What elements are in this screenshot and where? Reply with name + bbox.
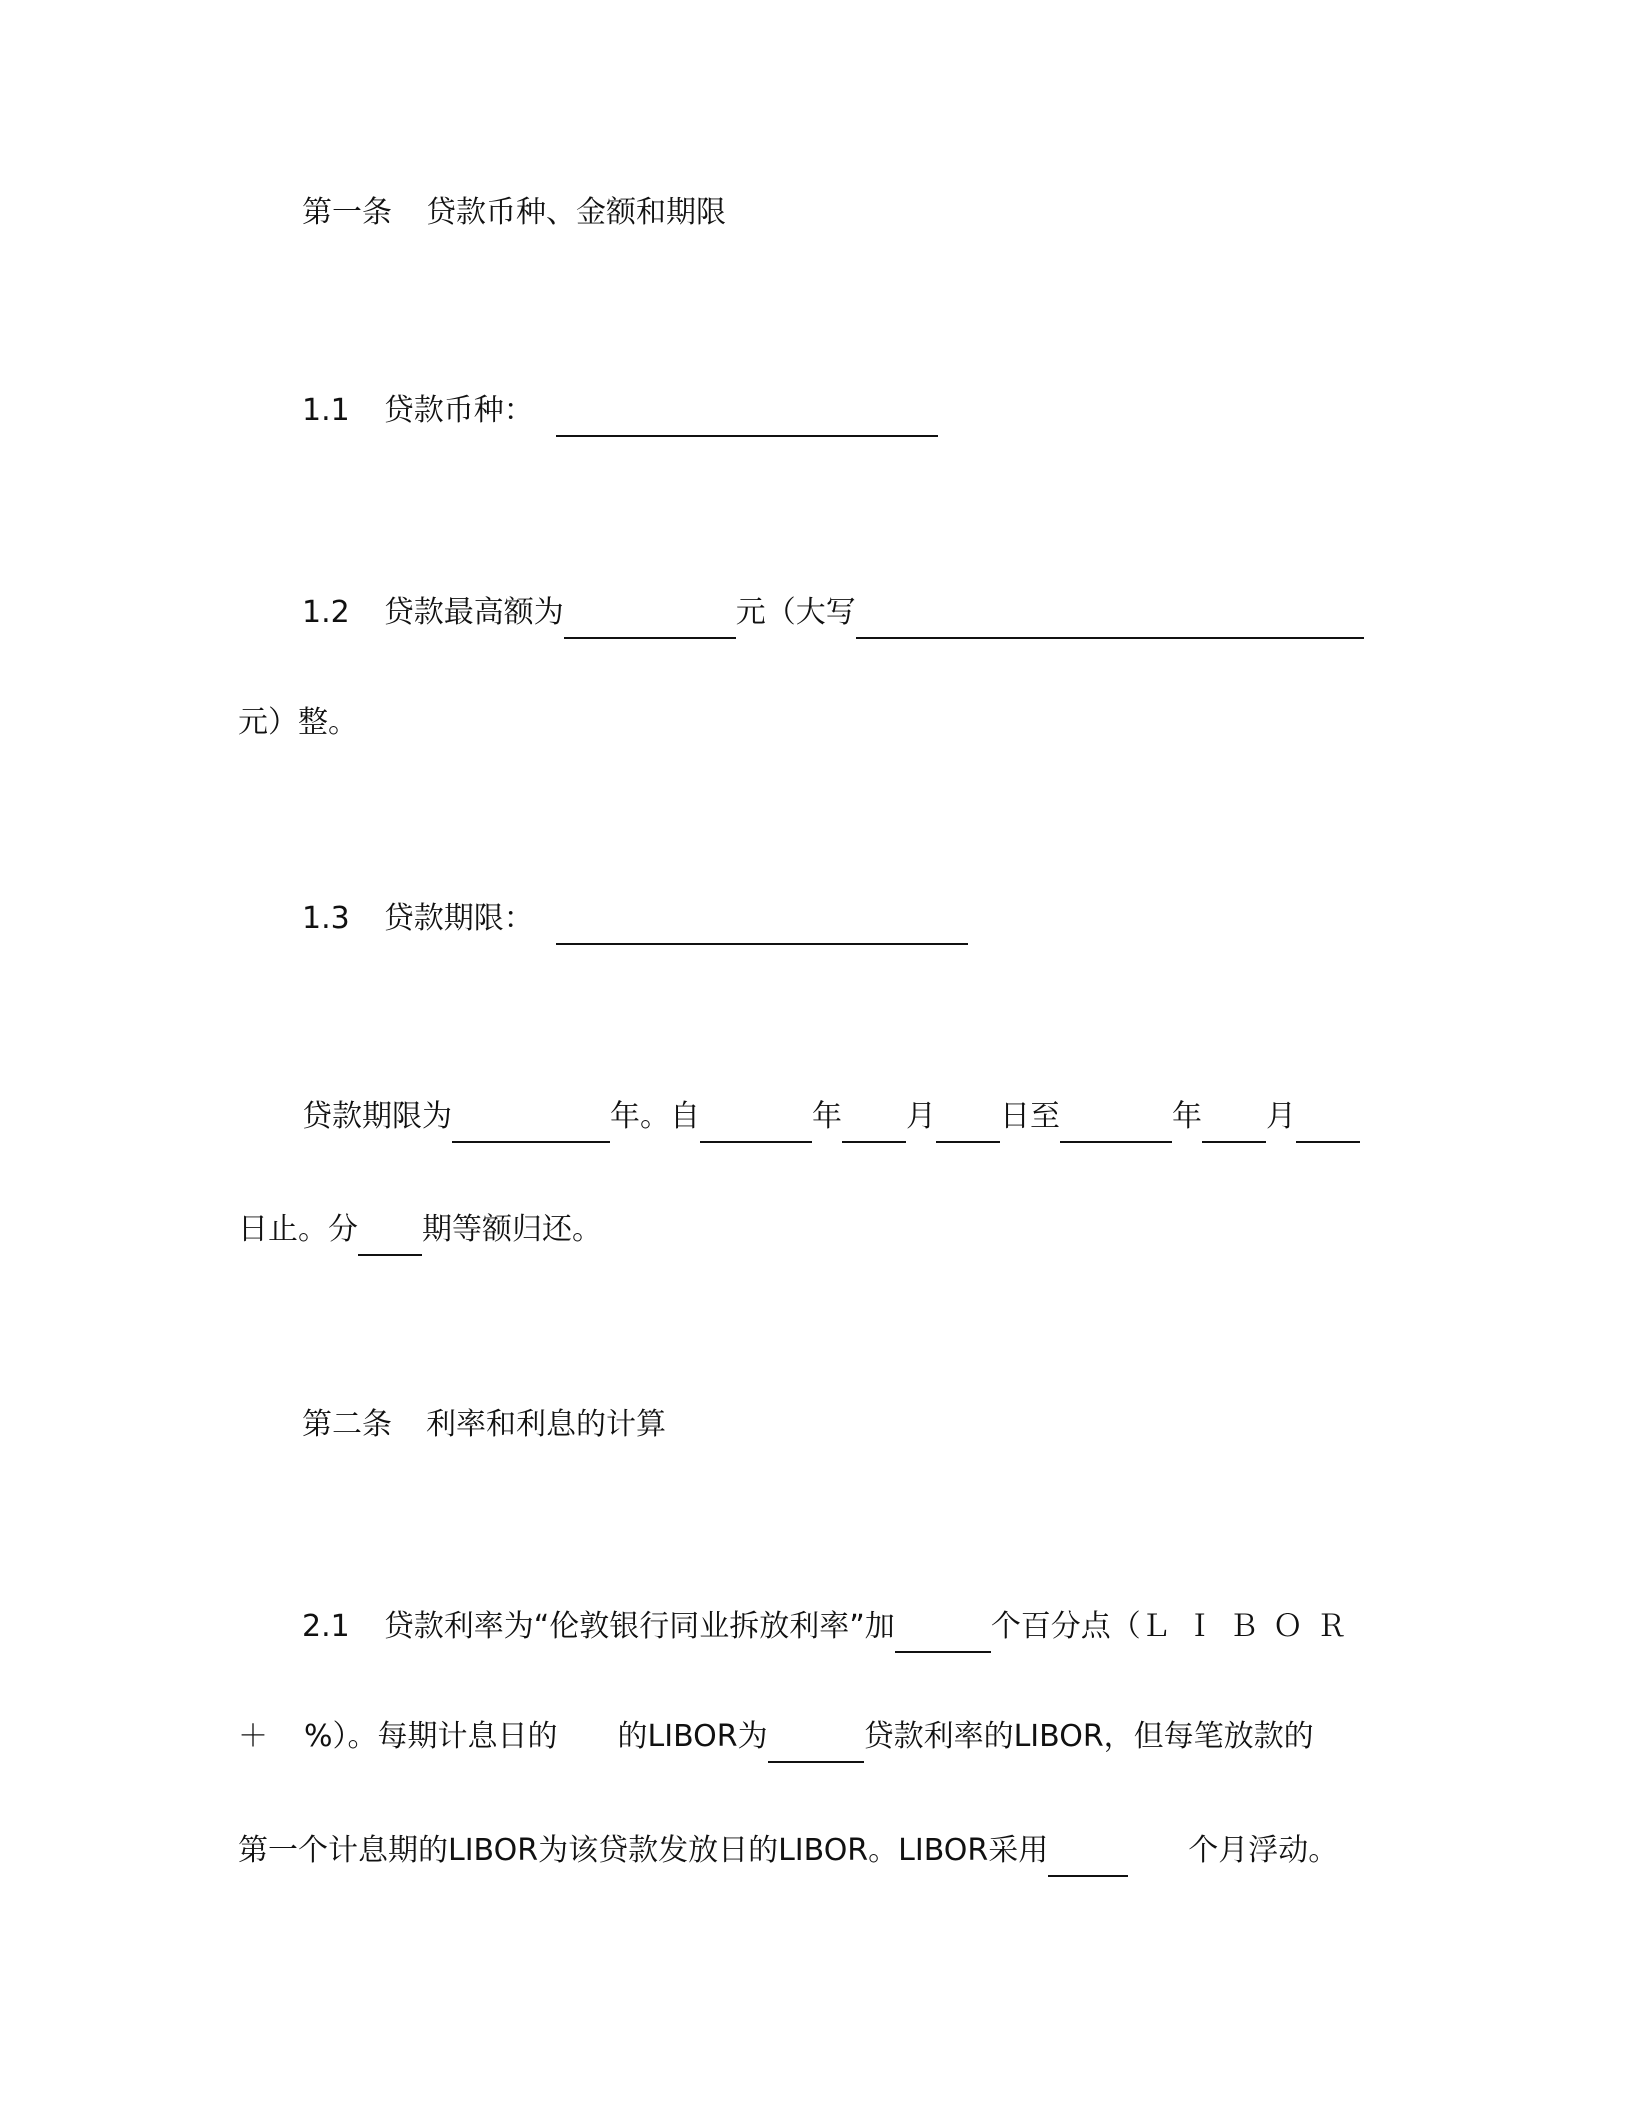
percentage-points-blank[interactable] <box>895 1617 991 1653</box>
clause-2-1-text-d: ＋ <box>238 1719 268 1754</box>
clause-1-2-continued <box>238 703 358 743</box>
article-2-title: 利率和利息的计算 <box>426 1407 666 1442</box>
clause-1-1-label: 贷款币种： <box>383 393 534 428</box>
clause-2-1-text-h: 第一个计息期的LIBOR为该贷款发放日的LIBOR。LIBOR采用 <box>238 1833 1049 1868</box>
term-text-b: 年。自 <box>610 1099 700 1134</box>
end-year-blank[interactable] <box>1060 1107 1172 1143</box>
loan-term-blank[interactable] <box>556 909 968 945</box>
term-text-f: 年 <box>1172 1099 1202 1134</box>
clause-2-1-line-3 <box>238 1831 1338 1871</box>
clause-1-1 <box>302 391 938 431</box>
clause-1-3-number: 1.3 <box>302 901 350 936</box>
end-day-blank[interactable] <box>1296 1107 1360 1143</box>
term-sentence-continued <box>238 1210 602 1250</box>
end-month-blank[interactable] <box>1202 1107 1266 1143</box>
clause-1-2-text-b: 元（大写 <box>735 595 856 630</box>
term-text-d: 月 <box>906 1099 936 1134</box>
clause-1-2-number: 1.2 <box>302 595 350 630</box>
start-month-blank[interactable] <box>842 1107 906 1143</box>
article-2-number: 第二条 <box>302 1407 392 1442</box>
max-amount-blank[interactable] <box>564 603 736 639</box>
libor-reference-blank[interactable] <box>768 1727 864 1763</box>
term-text-h: 日止。分 <box>238 1212 358 1247</box>
article-2-heading <box>302 1405 666 1445</box>
term-text-i: 期等额归还。 <box>422 1212 602 1247</box>
start-year-blank[interactable] <box>700 1107 812 1143</box>
clause-1-1-number: 1.1 <box>302 393 350 428</box>
clause-2-1-text-a: 贷款利率为“伦敦银行同业拆放利率”加 <box>383 1609 895 1644</box>
term-text-a: 贷款期限为 <box>302 1099 452 1134</box>
article-1-title: 贷款币种、金额和期限 <box>426 195 726 230</box>
currency-blank[interactable] <box>556 401 938 437</box>
term-text-g: 月 <box>1266 1099 1296 1134</box>
article-1-heading <box>302 193 726 233</box>
clause-1-3-label: 贷款期限： <box>383 901 534 936</box>
libor-months-blank[interactable] <box>1048 1841 1128 1877</box>
clause-1-2 <box>302 593 1364 633</box>
clause-2-1-line-2 <box>238 1717 1314 1757</box>
term-text-c: 年 <box>812 1099 842 1134</box>
article-1-number: 第一条 <box>302 195 392 230</box>
clause-2-1-text-i: 个月浮动。 <box>1188 1833 1339 1868</box>
term-sentence <box>302 1097 1360 1137</box>
amount-in-words-blank[interactable] <box>856 603 1364 639</box>
clause-2-1-text-f: 的LIBOR为 <box>617 1719 768 1754</box>
clause-1-2-text-a: 贷款最高额为 <box>383 595 564 630</box>
installments-blank[interactable] <box>358 1220 422 1256</box>
clause-2-1-number: 2.1 <box>302 1609 350 1644</box>
clause-2-1-text-c: ＬＩＢＯＲ <box>1140 1609 1361 1644</box>
clause-1-2-text-c: 元）整。 <box>238 705 358 740</box>
start-day-blank[interactable] <box>936 1107 1000 1143</box>
clause-2-1 <box>302 1607 1361 1647</box>
clause-2-1-text-e: %）。每期计息日的 <box>304 1719 558 1754</box>
term-text-e: 日至 <box>1000 1099 1060 1134</box>
clause-1-3 <box>302 899 968 939</box>
clause-2-1-text-b: 个百分点（ <box>990 1609 1141 1644</box>
clause-2-1-text-g: 贷款利率的LIBOR，但每笔放款的 <box>863 1719 1314 1754</box>
term-years-blank[interactable] <box>452 1107 610 1143</box>
